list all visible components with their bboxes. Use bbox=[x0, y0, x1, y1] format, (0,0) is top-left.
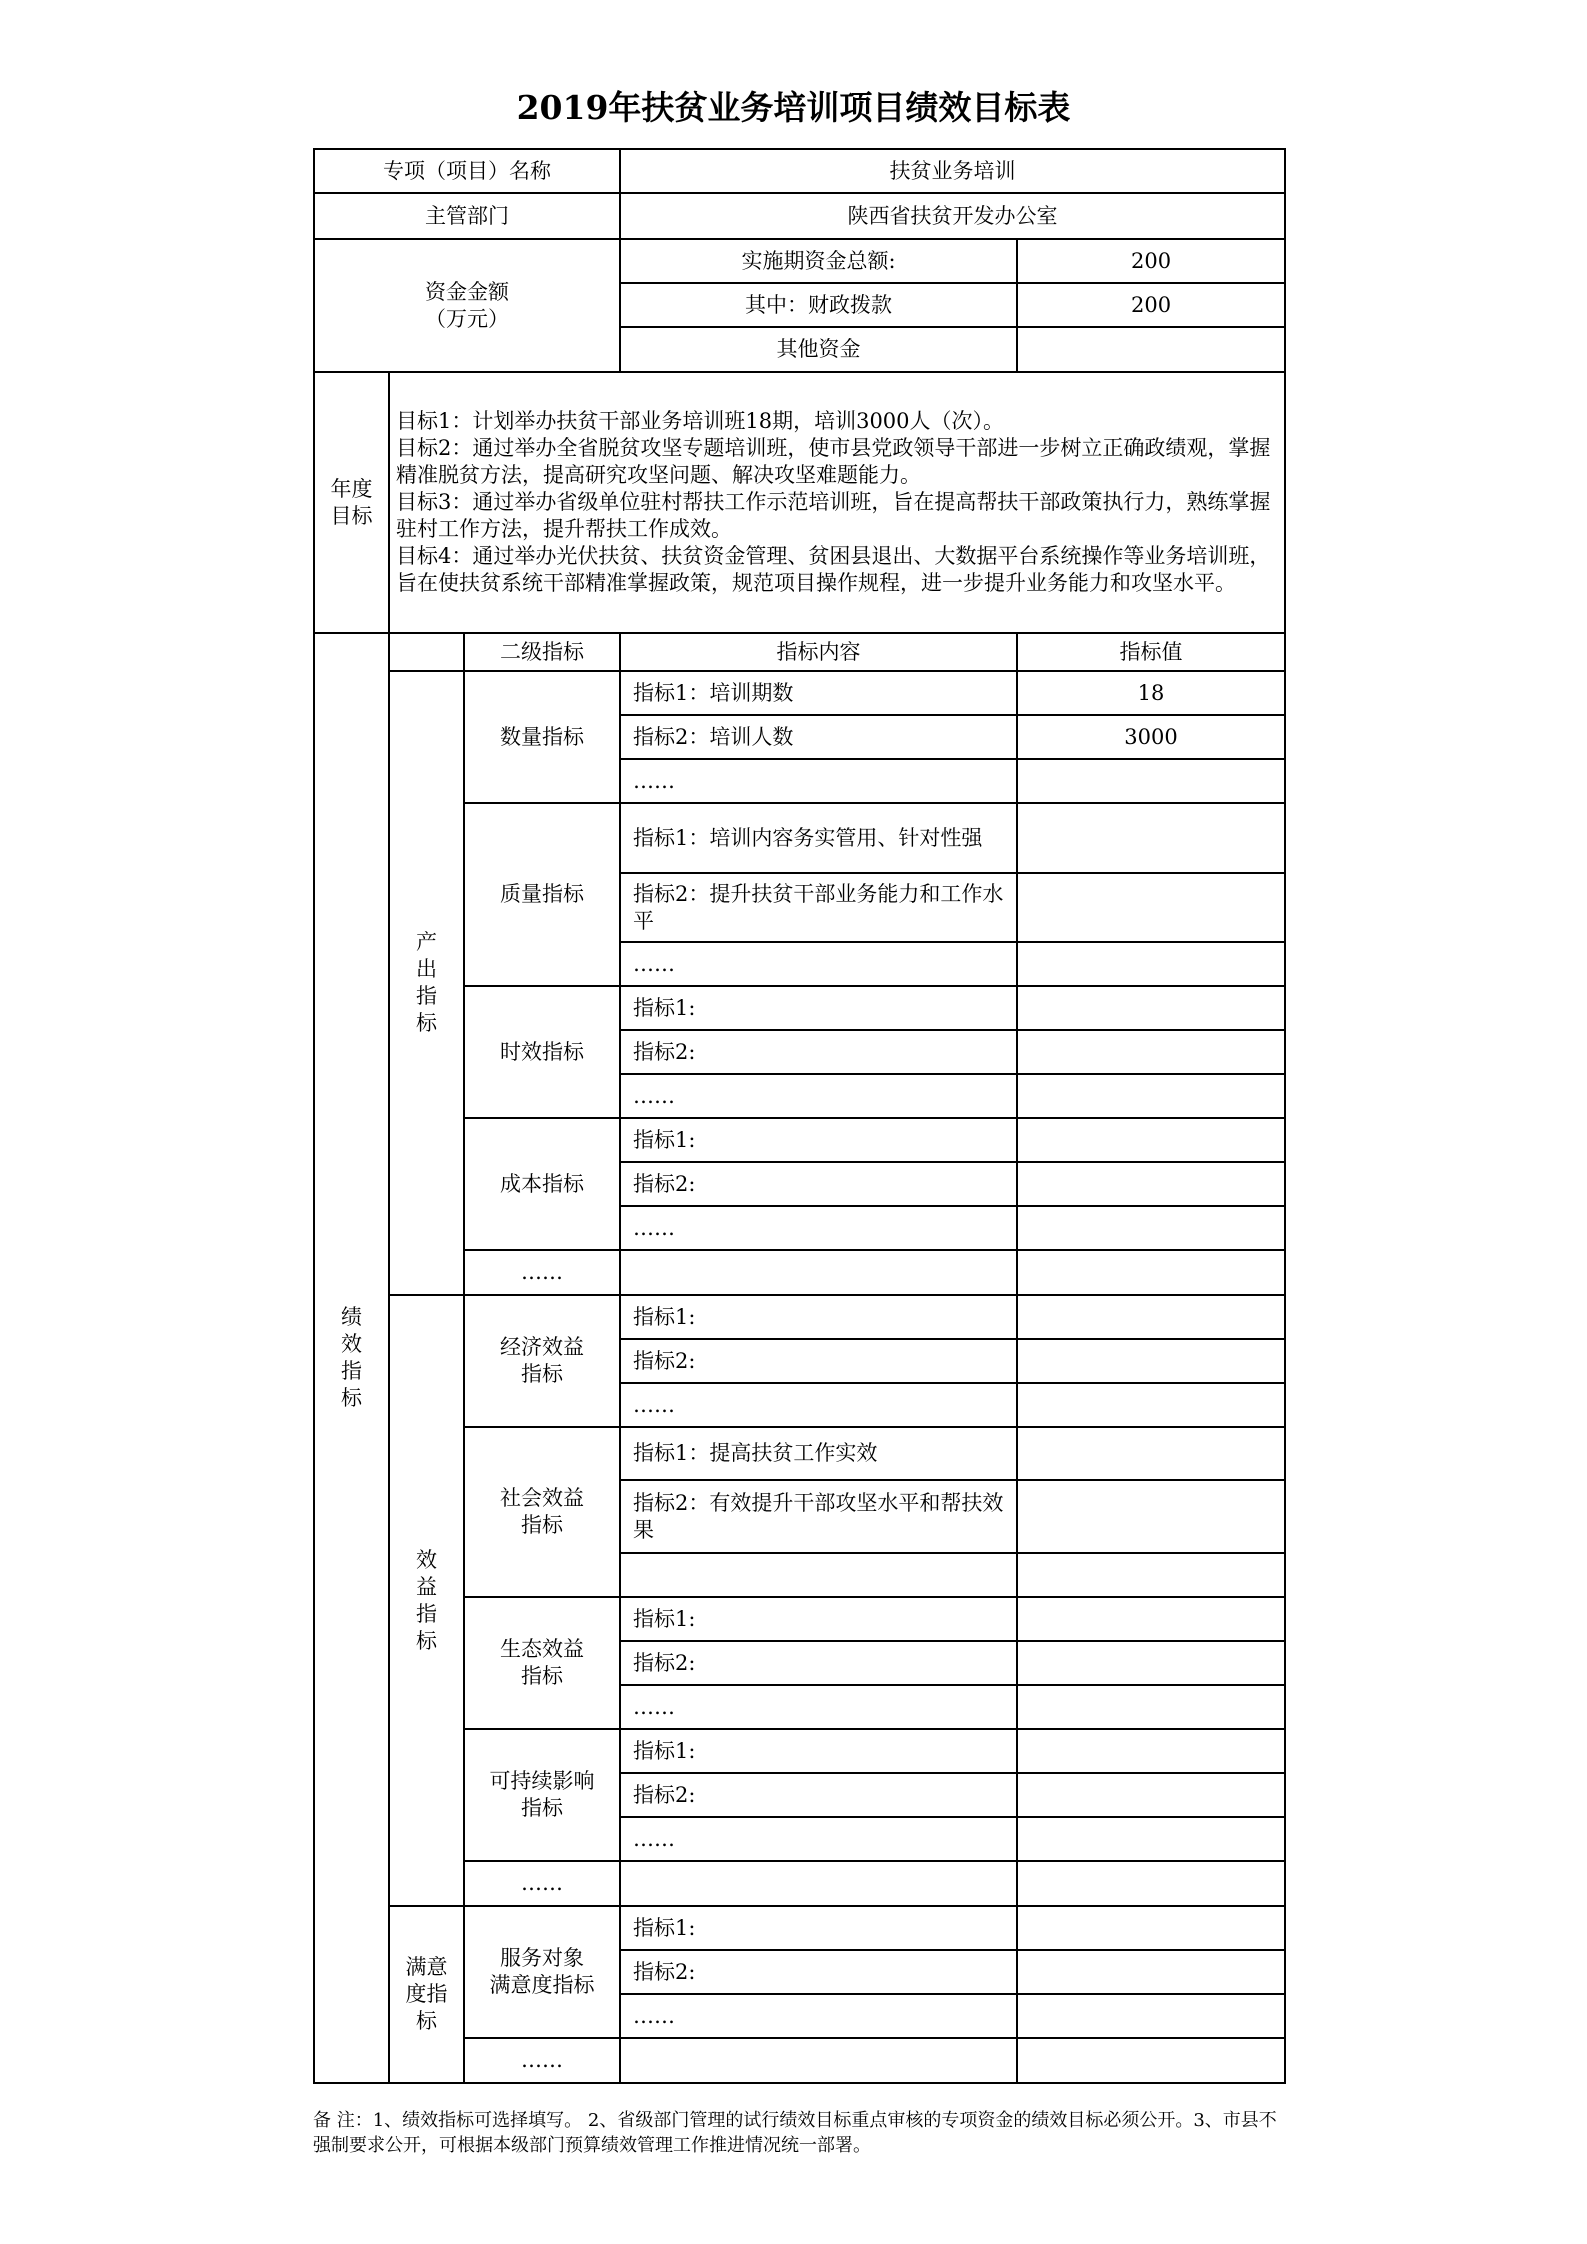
perf-label: 绩 效 指 标 bbox=[314, 633, 389, 2083]
page-title: 2019年扶贫业务培训项目绩效目标表 bbox=[516, 88, 1071, 127]
satisfaction-ellipsis: …… bbox=[464, 2038, 620, 2083]
table-row: 指标2：培训人数 3000 bbox=[314, 715, 1285, 759]
annual-label bbox=[314, 372, 389, 633]
table-row: …… bbox=[314, 942, 1285, 986]
table-row: 社会效益 指标 指标1：提高扶贫工作实效 bbox=[314, 1427, 1285, 1480]
perf-header-row bbox=[314, 633, 1285, 671]
table-row: 时效指标 指标1: bbox=[314, 986, 1285, 1030]
annual-goals-row bbox=[314, 372, 1285, 633]
economic-indicator-name: 经济效益 指标 bbox=[464, 1295, 620, 1427]
table-row: 指标2: bbox=[314, 1950, 1285, 1994]
funds-label-line2: （万元） bbox=[425, 306, 510, 331]
total-value: 200 bbox=[1017, 239, 1285, 283]
dept-label: 主管部门 bbox=[314, 193, 620, 239]
funds-label bbox=[314, 239, 620, 372]
annual-goals-text bbox=[389, 372, 1285, 633]
fiscal-label: 其中：财政拨款 bbox=[620, 283, 1017, 327]
table-row: 满意 度指 标 服务对象 满意度指标 指标1: bbox=[314, 1906, 1285, 1950]
quality-indicator-name: 质量指标 bbox=[464, 803, 620, 986]
col-value: 指标值 bbox=[1017, 633, 1285, 671]
table-row: 指标2: bbox=[314, 1773, 1285, 1817]
col-content: 指标内容 bbox=[620, 633, 1017, 671]
goal-3: 目标3：通过举办省级单位驻村帮扶工作示范培训班，旨在提高帮扶干部政策执行力，熟练掌握驻村工作方法，提升帮扶工作成效。 bbox=[396, 490, 1271, 541]
table-row: 指标2: bbox=[314, 1339, 1285, 1383]
project-name-value: 扶贫业务培训 bbox=[620, 149, 1285, 193]
annual-label-line1: 年度 bbox=[330, 476, 373, 501]
dept-value: 陕西省扶贫开发办公室 bbox=[620, 193, 1285, 239]
other-label: 其他资金 bbox=[620, 327, 1017, 372]
table-row: 成本指标 指标1: bbox=[314, 1118, 1285, 1162]
benefit-ellipsis: …… bbox=[464, 1861, 620, 1906]
table-row: 可持续影响 指标 指标1: bbox=[314, 1729, 1285, 1773]
table-row: 质量指标 指标1：培训内容务实管用、针对性强 bbox=[314, 803, 1285, 873]
table-row: 指标2: bbox=[314, 1162, 1285, 1206]
table-row: …… bbox=[314, 1994, 1285, 2038]
quantity-indicator-name: 数量指标 bbox=[464, 671, 620, 803]
table-row: 指标2: bbox=[314, 1030, 1285, 1074]
col-level2: 二级指标 bbox=[464, 633, 620, 671]
table-row: 产 出 指 标 数量指标 指标1：培训期数 18 bbox=[314, 671, 1285, 715]
table-row: …… bbox=[314, 1685, 1285, 1729]
service-indicator-name: 服务对象 满意度指标 bbox=[464, 1906, 620, 2038]
table-row: …… bbox=[314, 759, 1285, 803]
total-label: 实施期资金总额: bbox=[620, 239, 1017, 283]
sustainable-indicator-name: 可持续影响 指标 bbox=[464, 1729, 620, 1861]
funds-total-row bbox=[314, 239, 1285, 283]
table-row: 指标2: bbox=[314, 1641, 1285, 1685]
output-label: 产 出 指 标 bbox=[389, 671, 464, 1295]
fiscal-value: 200 bbox=[1017, 283, 1285, 327]
table-row: 生态效益 指标 指标1: bbox=[314, 1597, 1285, 1641]
annual-label-line2: 目标 bbox=[330, 503, 373, 528]
table-row: …… bbox=[314, 1817, 1285, 1861]
other-value bbox=[1017, 327, 1285, 372]
cost-indicator-name: 成本指标 bbox=[464, 1118, 620, 1250]
goal-4: 目标4：通过举办光伏扶贫、扶贫资金管理、贫困县退出、大数据平台系统操作等业务培训班，旨在使扶贫系统干部精准掌握政策，规范项目操作规程，进一步提升业务能力和攻坚水平。 bbox=[396, 544, 1271, 595]
goal-2: 目标2：通过举办全省脱贫攻坚专题培训班，使市县党政领导干部进一步树立正确政绩观，掌握精准脱贫方法，提高研究攻坚问题、解决攻坚难题能力。 bbox=[396, 436, 1271, 487]
project-name-label: 专项（项目）名称 bbox=[314, 149, 620, 193]
satisfaction-label: 满意 度指 标 bbox=[389, 1906, 464, 2083]
perf-header-blank bbox=[389, 633, 464, 671]
table-row: …… bbox=[314, 1074, 1285, 1118]
dept-row bbox=[314, 193, 1285, 239]
table-row: 指标2：有效提升干部攻坚水平和帮扶效果 bbox=[314, 1480, 1285, 1553]
benefit-label: 效 益 指 标 bbox=[389, 1295, 464, 1906]
goal-1: 目标1：计划举办扶贫干部业务培训班18期，培训3000人（次）。 bbox=[396, 409, 1005, 433]
table-row: …… bbox=[314, 1383, 1285, 1427]
funds-label-line1: 资金金额 bbox=[425, 279, 510, 304]
table-row: 指标2：提升扶贫干部业务能力和工作水平 bbox=[314, 873, 1285, 942]
table-row: …… bbox=[314, 1206, 1285, 1250]
performance-target-table bbox=[313, 148, 1286, 2084]
footnote: 备 注：1、绩效指标可选择填写。 2、省级部门管理的试行绩效目标重点审核的专项资金的绩效目标必须公开。3、市县不强制要求公开，可根据本级部门预算绩效管理工作推进情况统一部署。 bbox=[313, 2110, 1277, 2156]
project-name-row bbox=[314, 149, 1285, 193]
social-indicator-name: 社会效益 指标 bbox=[464, 1427, 620, 1597]
timeliness-indicator-name: 时效指标 bbox=[464, 986, 620, 1118]
ecological-indicator-name: 生态效益 指标 bbox=[464, 1597, 620, 1729]
table-row: 效 益 指 标 经济效益 指标 指标1: bbox=[314, 1295, 1285, 1339]
output-ellipsis: …… bbox=[464, 1250, 620, 1295]
